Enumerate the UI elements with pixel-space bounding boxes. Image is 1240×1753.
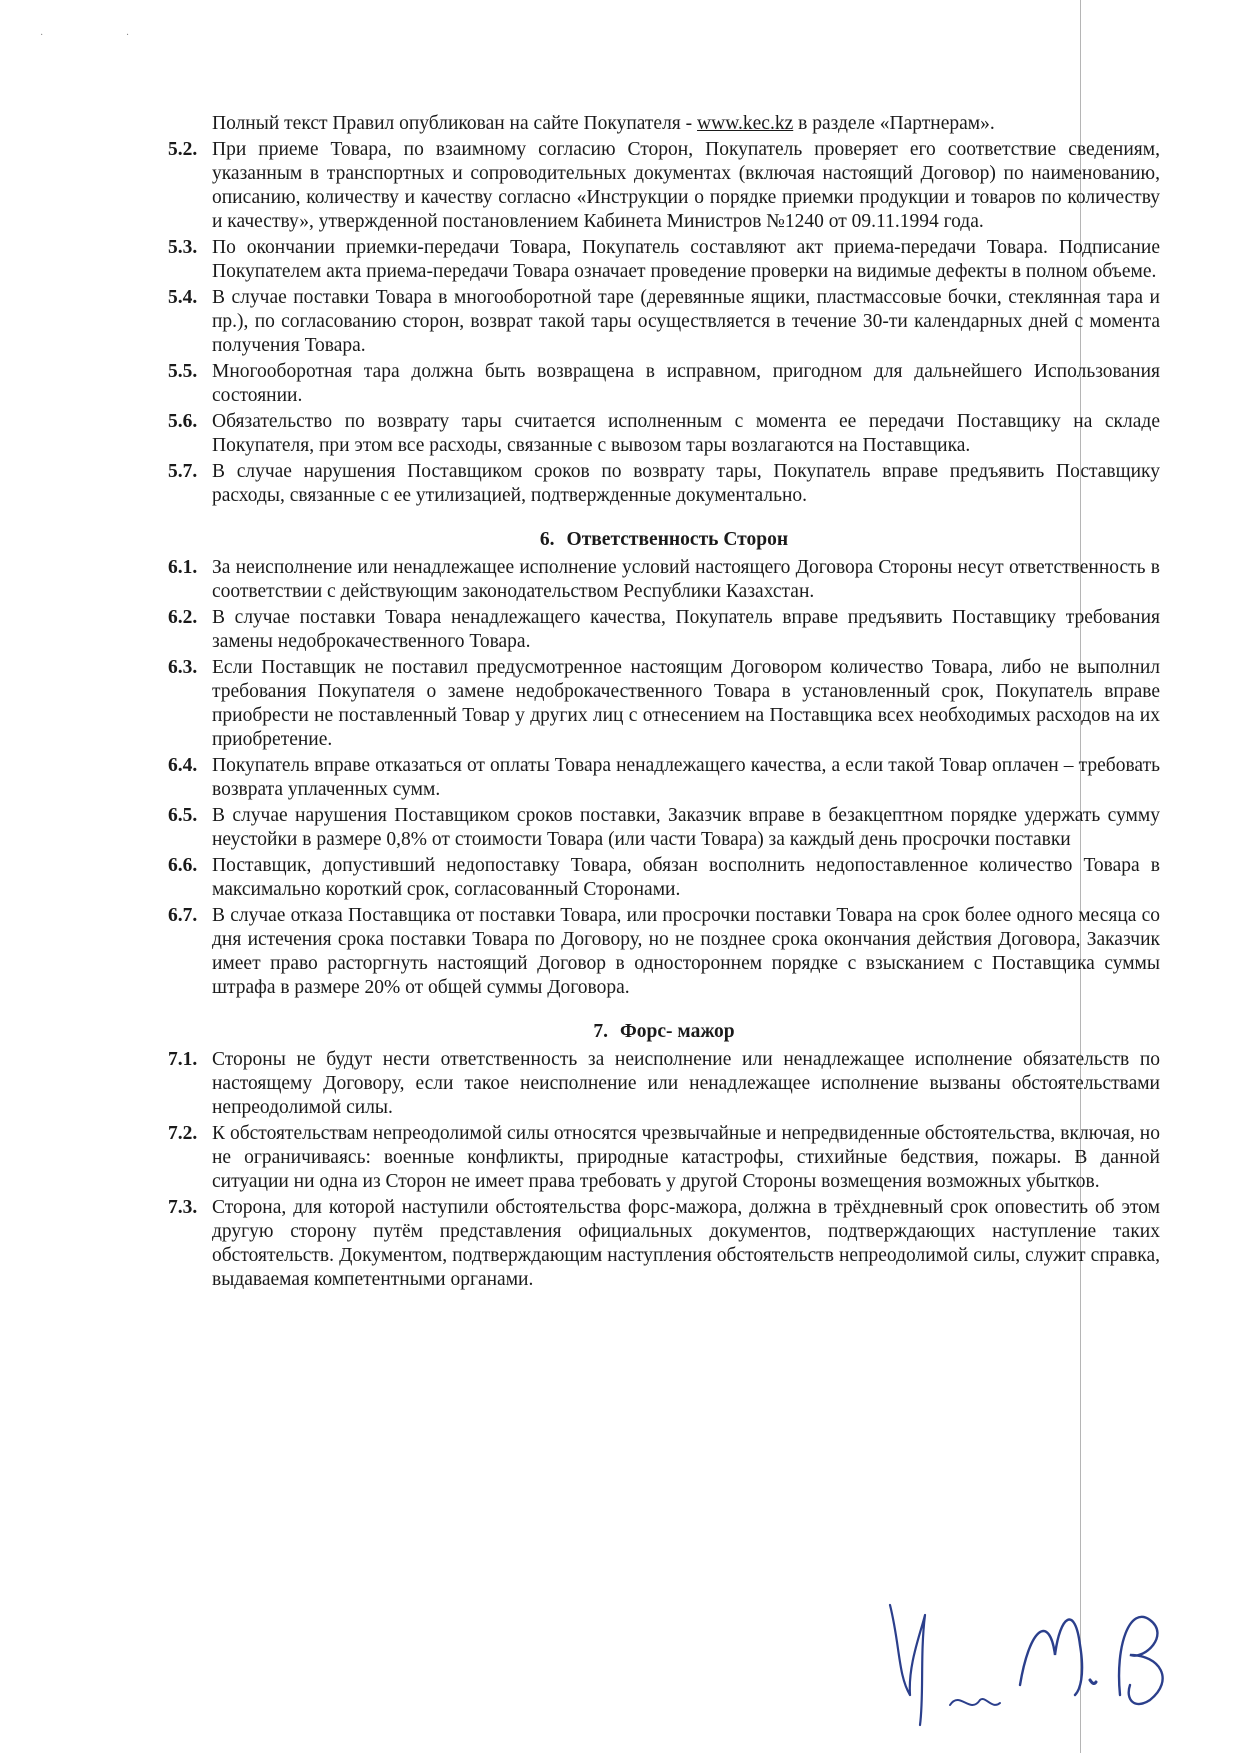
clause-text: В случае поставки Товара ненадлежащего качества, Покупатель вправе предъявить Поставщику требования замены недоброкачественного Товара. bbox=[212, 607, 1160, 652]
clause-number: 5.7. bbox=[168, 461, 198, 482]
clause-text: За неисполнение или ненадлежащее исполнение условий настоящего Договора Стороны несут ответственность в соответствии с действующим законодательством Республики Казахстан. bbox=[212, 557, 1160, 602]
section-6-heading bbox=[168, 528, 1160, 552]
clause-number: 6.3. bbox=[168, 657, 198, 678]
intro-text-end: в разделе «Партнерам». bbox=[793, 113, 995, 134]
clause-7-1 bbox=[168, 1048, 1160, 1120]
section-7-clauses bbox=[168, 1048, 1160, 1292]
clause-text: Если Поставщик не поставил предусмотренное настоящим Договором количество Товара, либо не выполнил требования Покупателя о замене недоброкачественного Товара в установленный срок, Покупатель вправе приобрести не поставленный Товар у других лиц с отнесением на Поставщика всех необходимых расходов на их приобретение. bbox=[212, 657, 1160, 750]
clause-text: В случае нарушения Поставщиком сроков поставки, Заказчик вправе в безакцептном порядке удержать сумму неустойки в размере 0,8% от стоимости Товара (или части Товара) за каждый день просрочки поставки bbox=[212, 805, 1160, 850]
clause-5-6 bbox=[168, 410, 1160, 458]
clause-7-2 bbox=[168, 1122, 1160, 1194]
clause-number: 6.5. bbox=[168, 805, 198, 826]
clause-6-6 bbox=[168, 854, 1160, 902]
clause-text: Покупатель вправе отказаться от оплаты Товара ненадлежащего качества, а если такой Товар оплачен – требовать возврата уплаченных сумм. bbox=[212, 755, 1160, 800]
clause-5-2 bbox=[168, 138, 1160, 234]
section-5-clauses bbox=[168, 138, 1160, 508]
clause-6-1 bbox=[168, 556, 1160, 604]
clause-number: 7.2. bbox=[168, 1123, 198, 1144]
clause-text: По окончании приемки-передачи Товара, Покупатель составляют акт приема-передачи Товара. Подписание Покупателем акта приема-передачи Товара означает проведение проверки на видимые дефекты в полном объеме. bbox=[212, 237, 1160, 282]
clause-number: 6.1. bbox=[168, 557, 198, 578]
scan-specks: · · bbox=[40, 30, 170, 41]
section-6-clauses bbox=[168, 556, 1160, 1000]
clause-text: В случае нарушения Поставщиком сроков по возврату тары, Покупатель вправе предъявить Поставщику расходы, связанные с ее утилизацией, подтвержденные документально. bbox=[212, 461, 1160, 506]
document-body bbox=[168, 112, 1160, 1294]
clause-6-4 bbox=[168, 754, 1160, 802]
clause-text: Сторона, для которой наступили обстоятельства форс-мажора, должна в трёхдневный срок оповестить об этом другую сторону путём представления официальных документов, подтверждающих наступление таких обстоятельств. Документом, подтверждающим наступления обстоятельств непреодолимой силы, служит справка, выдаваемая компетентными органами. bbox=[212, 1197, 1160, 1290]
section-title: Ответственность Сторон bbox=[566, 529, 789, 550]
clause-number: 6.2. bbox=[168, 607, 198, 628]
intro-paragraph bbox=[168, 112, 1160, 136]
clause-6-2 bbox=[168, 606, 1160, 654]
website-link[interactable]: www.kec.kz bbox=[697, 113, 794, 134]
clause-6-5 bbox=[168, 804, 1160, 852]
clause-number: 5.3. bbox=[168, 237, 198, 258]
section-number: 6. bbox=[539, 529, 555, 550]
clause-5-3 bbox=[168, 236, 1160, 284]
clause-number: 7.3. bbox=[168, 1197, 198, 1218]
section-7-heading bbox=[168, 1020, 1160, 1044]
clause-text: Поставщик, допустивший недопоставку Товара, обязан восполнить недопоставленное количество Товара в максимально короткий срок, согласованный Сторонами. bbox=[212, 855, 1160, 900]
section-title: Форс- мажор bbox=[620, 1021, 735, 1042]
clause-6-3 bbox=[168, 656, 1160, 752]
clause-text: Многооборотная тара должна быть возвращена в исправном, пригодном для дальнейшего Использования состоянии. bbox=[212, 361, 1160, 406]
clause-text: К обстоятельствам непреодолимой силы относятся чрезвычайные и непредвиденные обстоятельства, включая, но не ограничиваясь: военные конфликты, природные катастрофы, стихийные бедствия, пожары. В данной ситуации ни одна из Сторон не имеет права требовать у другой Стороны возмещения возможных убытков. bbox=[212, 1123, 1160, 1192]
clause-text: Стороны не будут нести ответственность за неисполнение или ненадлежащее исполнение обязательств по настоящему Договору, если такое неисполнение или ненадлежащее исполнение вызваны обстоятельствами непреодолимой силы. bbox=[212, 1049, 1160, 1118]
clause-text: При приеме Товара, по взаимному согласию Сторон, Покупатель проверяет его соответствие сведениям, указанным в транспортных и сопроводительных документах (включая настоящий Договор) по наименованию, описанию, количеству и качеству согласно «Инструкции о порядке приемки продукции и товаров по количеству и качеству», утвержденной постановлением Кабинета Министров №1240 от 09.11.1994 года. bbox=[212, 139, 1160, 232]
clause-text: Обязательство по возврату тары считается исполненным с момента ее передачи Поставщику на складе Покупателя, при этом все расходы, связанные с вывозом тары возлагаются на Поставщика. bbox=[212, 411, 1160, 456]
clause-number: 6.7. bbox=[168, 905, 198, 926]
clause-6-7 bbox=[168, 904, 1160, 1000]
clause-number: 6.4. bbox=[168, 755, 198, 776]
clause-number: 6.6. bbox=[168, 855, 198, 876]
clause-5-4 bbox=[168, 286, 1160, 358]
clause-number: 5.2. bbox=[168, 139, 198, 160]
clause-number: 5.6. bbox=[168, 411, 198, 432]
section-number: 7. bbox=[593, 1021, 609, 1042]
clause-text: В случае отказа Поставщика от поставки Товара, или просрочки поставки Товара на срок более одного месяца со дня истечения срока поставки Товара по Договору, но не позднее срока окончания действия Договора, Заказчик имеет право расторгнуть настоящий Договор в одностороннем порядке с взысканием с Поставщика суммы штрафа в размере 20% от общей суммы Договора. bbox=[212, 905, 1160, 998]
clause-7-3 bbox=[168, 1196, 1160, 1292]
clause-5-7 bbox=[168, 460, 1160, 508]
intro-text: Полный текст Правил опубликован на сайте Покупателя - bbox=[212, 113, 698, 134]
clause-number: 5.4. bbox=[168, 287, 198, 308]
clause-number: 7.1. bbox=[168, 1049, 198, 1070]
handwritten-signature bbox=[880, 1585, 1200, 1735]
clause-5-5 bbox=[168, 360, 1160, 408]
clause-text: В случае поставки Товара в многооборотной таре (деревянные ящики, пластмассовые бочки, стеклянная тара и пр.), по согласованию сторон, возврат такой тары осуществляется в течение 30-ти календарных дней с момента получения Товара. bbox=[212, 287, 1160, 356]
clause-number: 5.5. bbox=[168, 361, 198, 382]
